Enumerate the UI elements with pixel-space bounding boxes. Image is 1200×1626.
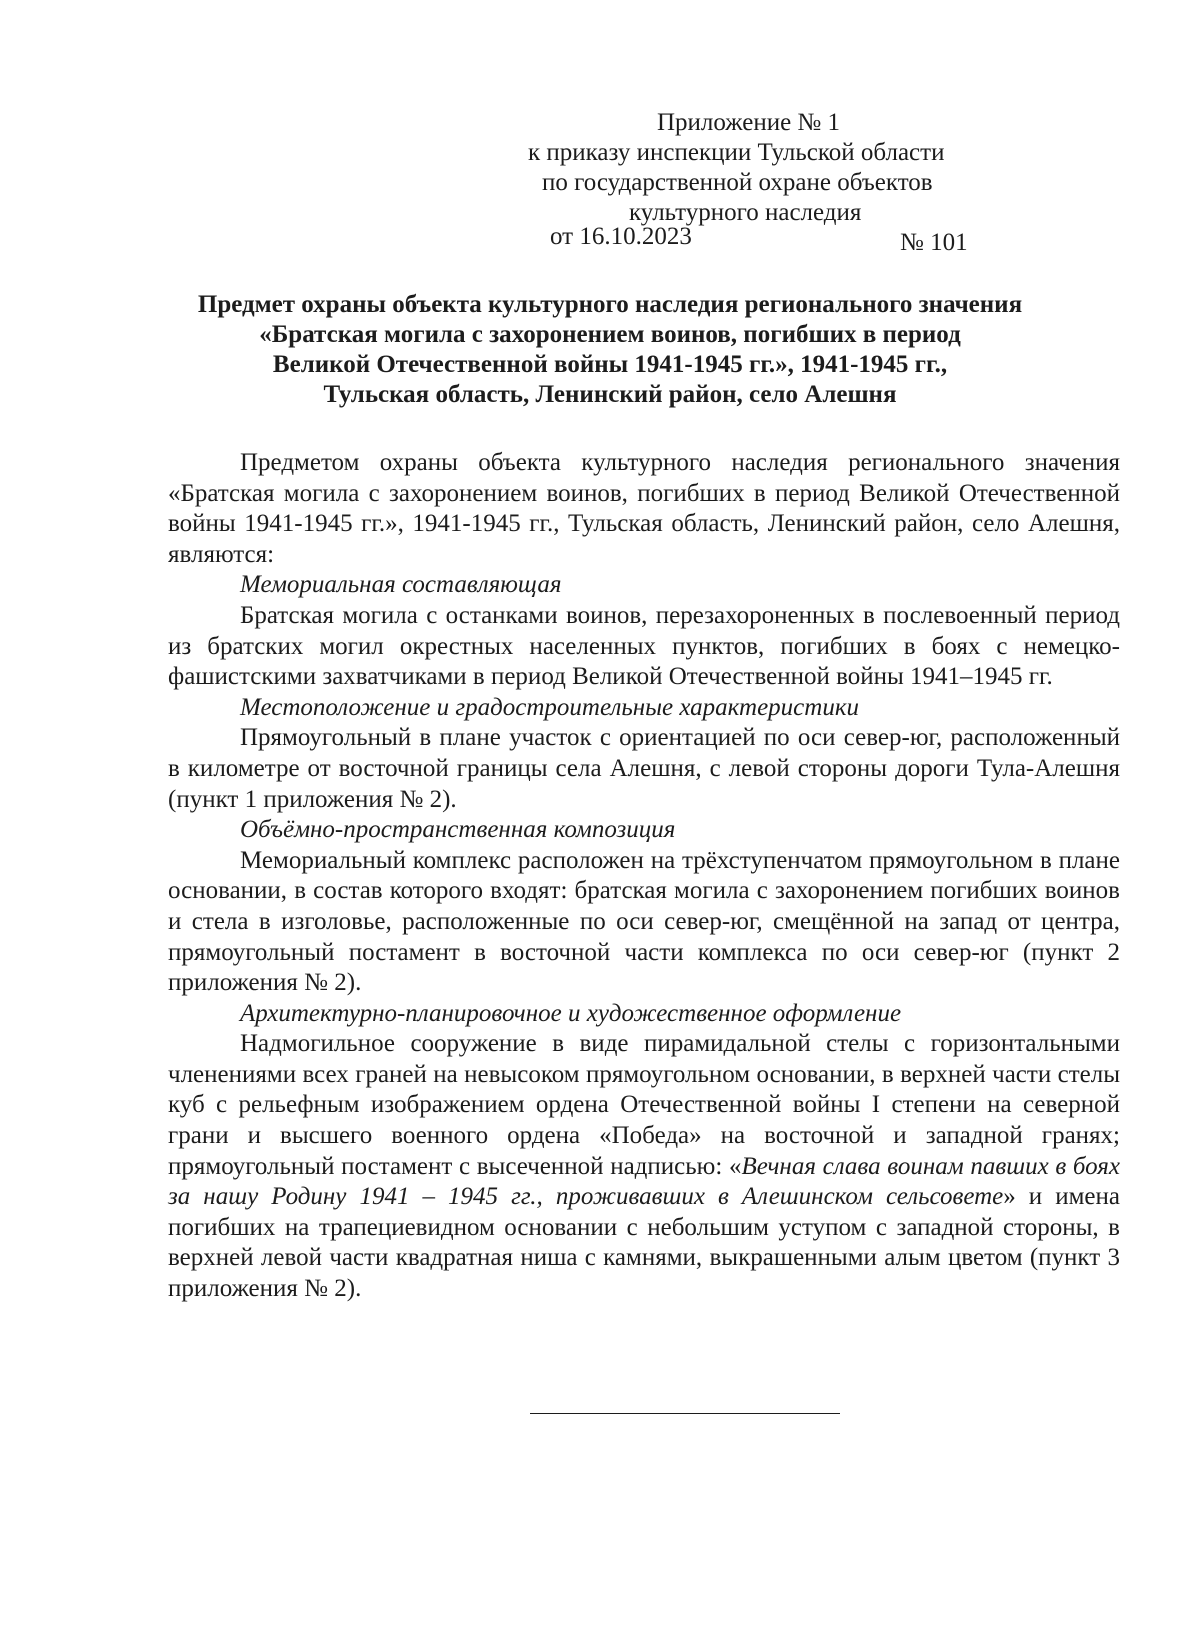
architecture-heading: Архитектурно-планировочное и художественное оформление xyxy=(240,999,902,1027)
title-line-4: Тульская область, Ленинский район, село Алешня xyxy=(323,381,897,408)
inscription-text: Вечная слава воинам павших в боях за нашу Родину 1941 – 1945 гг., проживавших в Алешинском сельсовете xyxy=(168,1152,1121,1211)
annex-number: № 101 xyxy=(900,229,968,256)
document-body xyxy=(168,448,1120,1305)
annex-title: Приложение № 1 xyxy=(657,109,841,136)
title-line-2: «Братская могила с захоронением воинов, погибших в период xyxy=(259,321,961,348)
architecture-text-end: » и имена погибших на трапециевидном основании с небольшим уступом с западной стороны, в верхней левой части квадратная ниша с камнями, выкрашенными алым цветом (пункт 3 приложения № 2). xyxy=(168,1183,1120,1303)
architecture-text-start: Надмогильное сооружение в виде пирамидальной стелы с горизонтальными членениями всех граней на невысоком прямоугольном основании, в верхней части стелы куб с рельефным изображением ордена Отечественной войны I степени на северной грани и высшего военного ордена «Победа» на восточной и западной гранях; прямоугольный постамент с высеченной надписью: « xyxy=(168,1030,1120,1180)
memorial-heading: Мемориальная составляющая xyxy=(240,571,562,599)
annex-heritage-line: культурного наследия xyxy=(629,199,862,226)
composition-paragraph: Мемориальный комплекс расположен на трёхступенчатом прямоугольном в плане основании, в состав которого входят: братская могила с захоронением погибших воинов и стела в изголовье, расположенные по оси север-юг, смещённой на запад от центра, прямоугольный постамент в восточной части комплекса по оси север-юг (пункт 2 приложения № 2). xyxy=(168,846,1120,997)
location-paragraph: Прямоугольный в плане участок с ориентацией по оси север-юг, расположенный в километре от восточной границы села Алешня, с левой стороны дороги Тула-Алешня (пункт 1 приложения № 2). xyxy=(168,724,1120,813)
intro-paragraph: Предметом охраны объекта культурного наследия регионального значения «Братская могила с захоронением воинов, погибших в период Великой Отечественной войны 1941-1945 гг.», 1941-1945 гг., Тульская область, Ленинский район, село Алешня, являются: xyxy=(168,449,1120,568)
title-line-1: Предмет охраны объекта культурного наследия регионального значения xyxy=(197,291,1023,318)
title-line-3: Великой Отечественной войны 1941-1945 гг.», 1941-1945 гг., xyxy=(272,351,948,378)
memorial-paragraph: Братская могила с останками воинов, перезахороненных в послевоенный период из братских могил окрестных населенных пунктов, погибших в боях с немецко-фашистскими захватчиками в период Великой Отечественной войны 1941–1945 гг. xyxy=(168,601,1120,691)
annex-order-line: к приказу инспекции Тульской области xyxy=(528,139,945,166)
annex-date: от 16.10.2023 xyxy=(550,223,692,250)
location-heading: Местоположение и градостроительные характеристики xyxy=(240,693,860,721)
document-title xyxy=(110,290,1110,410)
end-divider-line xyxy=(530,1413,840,1414)
annex-inspection-line: по государственной охране объектов xyxy=(542,169,933,196)
architecture-paragraph xyxy=(168,1029,1120,1304)
composition-heading: Объёмно-пространственная композиция xyxy=(240,816,676,844)
